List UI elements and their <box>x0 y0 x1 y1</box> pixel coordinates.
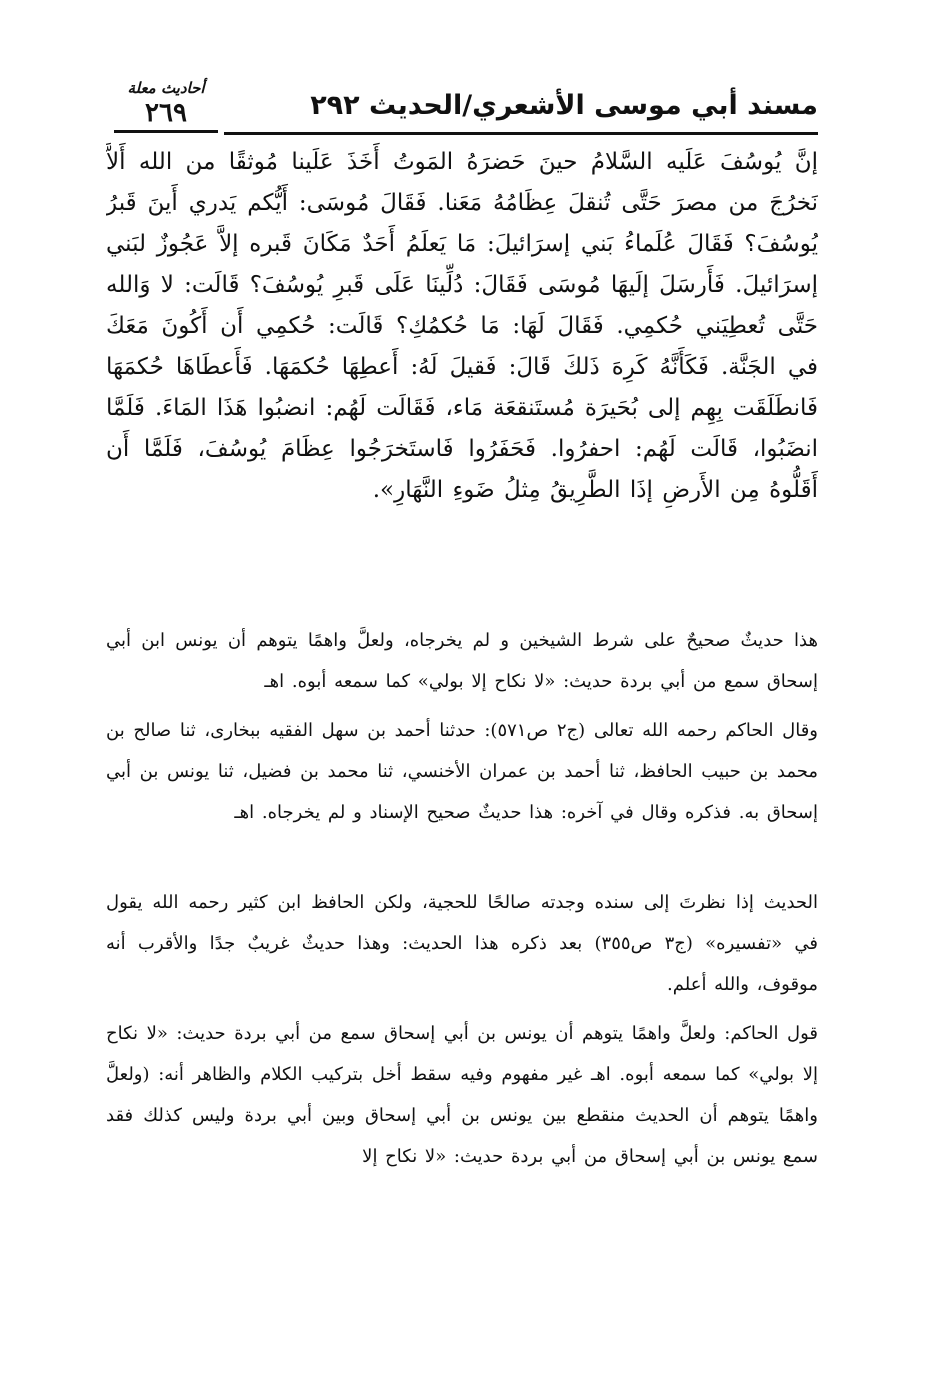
hadith-text: إنَّ يُوسُفَ عَلَيه السَّلامُ حينَ حَضرَهُ المَوتُ أَخَذَ عَلَينا مُوثقًا من الله أَلاَّ نَخرُجَ من مصرَ حَتَّى تُنقلَ عِظَامُهُ مَعَنا. فَقَالَ مُوسَى: أَيُّكم يَدري أَينَ قَبرُ يُوسُفَ؟ فَقَالَ عُلَماءُ بَني إسرَائيلَ: مَا يَعلَمُ أَحَدٌ مَكَانَ قَبره إلاَّ عَجُوزٌ لبَني إسرَائيلَ. فَأَرسَلَ إلَيهَا مُوسَى فَقَالَ: دُلِّينَا عَلَى قَبرِ يُوسُفَ؟ قَالَت: لا وَالله حَتَّى تُعطِيَني حُكمِي. فَقَالَ لَهَا: مَا حُكمُكِ؟ قَالَت: حُكمِي أَن أَكُونَ مَعَكَ في الجَنَّة. فَكَأَنَّهُ كَرِهَ ذَلكَ قَالَ: فَقيلَ لَهُ: أَعطِهَا حُكمَهَا. فَأَعطَاهَا حُكمَهَا فَانطَلَقَت بِهِم إلى بُحَيرَة مُستَنقعَة مَاء، فَقَالَت لَهُم: انضبُوا هَذَا المَاءَ. فَلَمَّا انضَبُوا، قَالَت لَهُم: احفرُوا. فَحَفَرُوا فَاستَخرَجُوا عِظَامَ يُوسُفَ، فَلَمَّا أَن أَقَلُّوهُ مِن الأَرضِ إذَا الطَّرِيقُ مِثلُ ضَوءِ النَّهَارِ». <box>106 149 818 503</box>
section-label: أحاديث معلة <box>127 79 205 97</box>
running-header-title: مسند أبي موسى الأشعري/الحديث ٢٩٢ <box>310 90 818 121</box>
page-number-underline <box>114 130 218 133</box>
commentary-paragraph: هذا حديثٌ صحيحٌ على شرط الشيخين و لم يخرجاه، ولعلَّ واهمًا يتوهم أن يونس ابن أبي إسحاق سمع من أبي بردة حديث: «لا نكاح إلا بولي» كما سمعه أبوه. اهـ <box>106 630 818 692</box>
header-rule <box>224 132 818 135</box>
page-number-block <box>104 78 228 133</box>
page-body <box>106 142 818 1177</box>
commentary-paragraph: قول الحاكم: ولعلَّ واهمًا يتوهم أن يونس بن أبي إسحاق سمع من أبي بردة حديث: «لا نكاح إلا بولي» كما سمعه أبوه. اهـ غير مفهوم وفيه سقط أخل بتركيب الكلام والظاهر أنه: (ولعلَّ واهمًا يتوهم أن الحديث منقطع بين يونس بن أبي إسحاق وبين أبي بردة وليس كذلك فقد سمع يونس بن أبي إسحاق من أبي بردة حديث: «لا نكاح إلا <box>106 1023 818 1167</box>
commentary-paragraph: وقال الحاكم رحمه الله تعالى (ج٢ ص٥٧١): حدثنا أحمد بن سهل الفقيه ببخارى، ثنا صالح بن محمد بن حبيب الحافظ، ثنا أحمد بن عمران الأخنسي، ثنا محمد بن فضيل، ثنا يونس بن أبي إسحاق به. فذكره وقال في آخره: هذا حديثٌ صحيح الإسناد و لم يخرجاه. اهـ <box>106 720 818 823</box>
page-number: ٢٦٩ <box>145 98 187 128</box>
commentary-paragraph: الحديث إذا نظرتَ إلى سنده وجدته صالحًا للحجية، ولكن الحافظ ابن كثير رحمه الله يقول في «تفسيره» (ج٣ ص٣٥٥) بعد ذكره هذا الحديث: وهذا حديثٌ غريبٌ جدًا والأقرب أنه موقوف، والله أعلم. <box>106 892 818 995</box>
